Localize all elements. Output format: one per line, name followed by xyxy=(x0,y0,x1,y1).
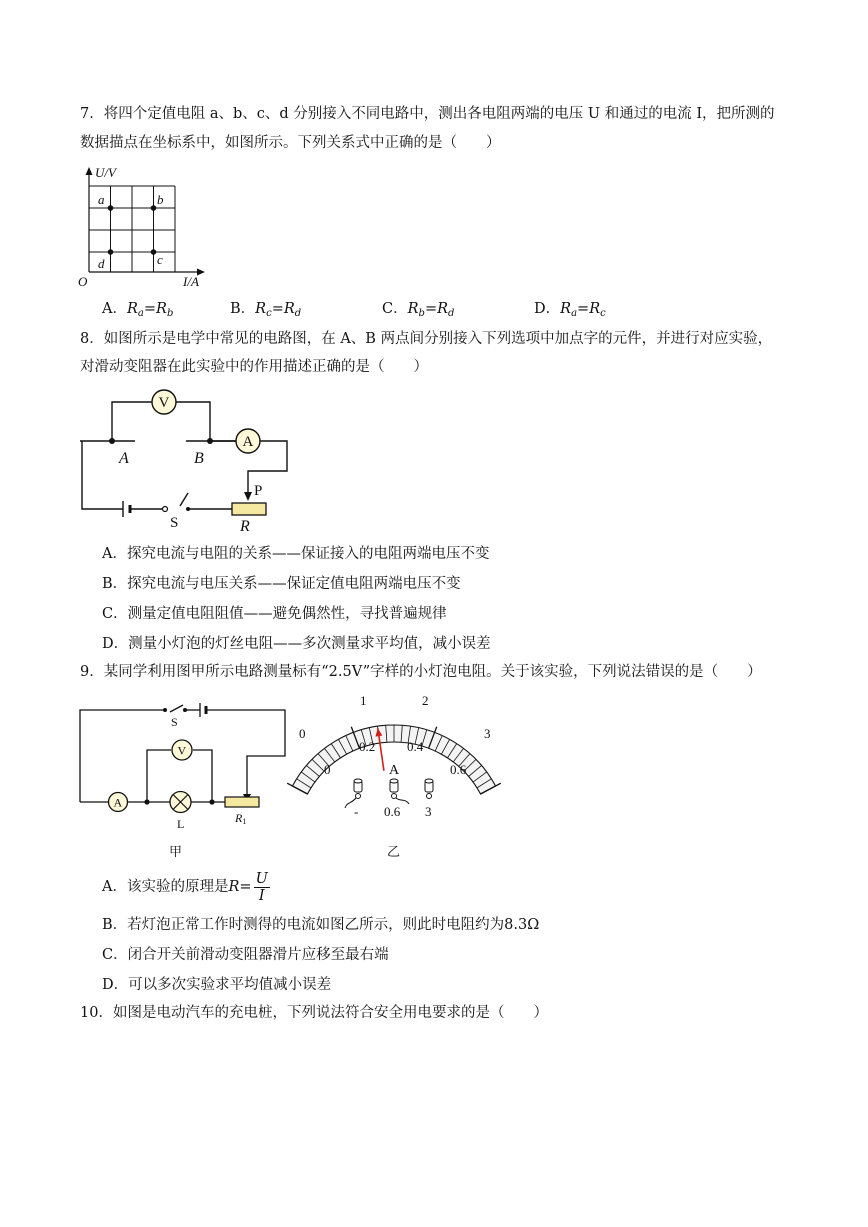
q7-stem-line1: 7．将四个定值电阻 a、b、c、d 分别接入不同电路中，测出各电阻两端的电压 U 和通过的电流 I，把所测的 xyxy=(80,106,775,122)
q9-dial-inner-02: 0.2 xyxy=(359,739,376,754)
q9-option-c[interactable]: C．闭合开关前滑动变阻器滑片应移至最右端 xyxy=(102,947,389,963)
q9-dial-unit: A xyxy=(389,763,400,778)
q8-switch-contact xyxy=(163,507,168,512)
q9-terminal-06: 0.6 xyxy=(384,804,401,819)
q9-ammeter-dial xyxy=(295,690,505,860)
q7-ui-graph xyxy=(75,160,215,290)
q9-label-r1: R1 xyxy=(235,811,247,826)
q9-terminal-3: 3 xyxy=(425,804,432,819)
q7-option-b[interactable]: B．$R_c=R_d$ xyxy=(230,301,302,319)
q8-label-a: A xyxy=(119,450,129,467)
q7-option-a[interactable]: A．$R_a=R_b$ xyxy=(102,301,174,319)
q8-junction-b xyxy=(207,438,213,444)
q8-circuit-diagram xyxy=(70,385,300,540)
q9-dial-inner-06: 0.6 xyxy=(450,762,467,777)
q8-option-c[interactable]: C．测量定值电阻阻值——避免偶然性，寻找普遍规律 xyxy=(102,606,447,622)
q8-label-r: R xyxy=(240,518,250,535)
q7-point-d xyxy=(108,249,114,255)
q9-dial-inner-0: 0 xyxy=(324,762,331,777)
q9-rheostat xyxy=(225,797,259,807)
q7-y-arrow xyxy=(86,167,93,175)
q8-option-b[interactable]: B．探究电流与电压关系——保证定值电阻两端电压不变 xyxy=(102,576,461,592)
q8-label-p: P xyxy=(254,483,263,499)
q9-dial-inner-04: 0.4 xyxy=(407,739,424,754)
svg-text:A: A xyxy=(242,434,254,450)
q9-circuit-diagram xyxy=(75,700,295,860)
q8-option-a[interactable]: A．探究电流与电阻的关系——保证接入的电阻两端电压不变 xyxy=(102,546,490,562)
q8-stem-line2: 对滑动变阻器在此实验中的作用描述正确的是（ ） xyxy=(80,359,428,375)
q9-option-a[interactable]: A．该实验的原理是R= $\frac{U}{I}$ xyxy=(102,870,268,904)
q10-stem-line1: 10．如图是电动汽车的充电桩，下列说法符合安全用电要求的是（ ） xyxy=(80,1005,548,1021)
q9-caption-yi: 乙 xyxy=(387,844,401,859)
q7-label-b: b xyxy=(157,192,164,207)
q7-point-a xyxy=(108,205,114,211)
q7-y-axis-label: U/V xyxy=(95,165,116,180)
q9-terminal-minus: - xyxy=(354,804,359,819)
q8-rheostat xyxy=(232,503,266,515)
q7-stem-line2: 数据描点在坐标系中，如图所示。下列关系式中正确的是（ ） xyxy=(80,135,501,151)
q7-label-d: d xyxy=(98,256,105,271)
q8-option-d[interactable]: D．测量小灯泡的灯丝电阻——多次测量求平均值，减小误差 xyxy=(102,636,491,652)
svg-text:V: V xyxy=(158,395,170,411)
q9-label-s: S xyxy=(171,715,178,729)
q9-option-d[interactable]: D．可以多次实验求平均值减小误差 xyxy=(102,977,332,993)
q9-dial-outer-0: 0 xyxy=(299,726,306,741)
q7-point-c xyxy=(151,249,157,255)
q7-label-a: a xyxy=(98,192,105,207)
q7-label-c: c xyxy=(157,252,163,267)
q9-label-l: L xyxy=(177,817,185,831)
q8-slider-arrow xyxy=(244,492,252,501)
q9-dial-terminals xyxy=(354,779,433,792)
q9-caption-jia: 甲 xyxy=(169,844,183,859)
q7-origin-label: O xyxy=(78,274,88,289)
q7-option-c[interactable]: C．$R_b=R_d$ xyxy=(382,301,455,319)
q7-x-axis-label: I/A xyxy=(183,274,199,289)
q8-label-b: B xyxy=(194,450,204,467)
q9-option-b[interactable]: B．若灯泡正常工作时测得的电流如图乙所示，则此时电阻约为8.3Ω xyxy=(102,917,540,933)
q9-dial-outer-3: 3 xyxy=(484,726,491,741)
q8-junction-a xyxy=(109,438,115,444)
q9-dial-outer-1: 1 xyxy=(360,693,367,708)
svg-text:V: V xyxy=(177,743,187,758)
q8-label-s: S xyxy=(170,515,179,531)
q9-dial-outer-2: 2 xyxy=(422,693,429,708)
q8-stem-line1: 8．如图所示是电学中常见的电路图，在 A、B 两点间分别接入下列选项中加点字的元件，并进行对应实验， xyxy=(80,331,773,347)
svg-text:A: A xyxy=(113,795,123,810)
q7-point-b xyxy=(151,205,157,211)
q7-option-d[interactable]: D．$R_a=R_c$ xyxy=(534,301,606,319)
q9-stem-line1: 9．某同学利用图甲所示电路测量标有“2.5V”字样的小灯泡电阻。关于该实验，下列说法错误的是（ ） xyxy=(80,664,762,680)
